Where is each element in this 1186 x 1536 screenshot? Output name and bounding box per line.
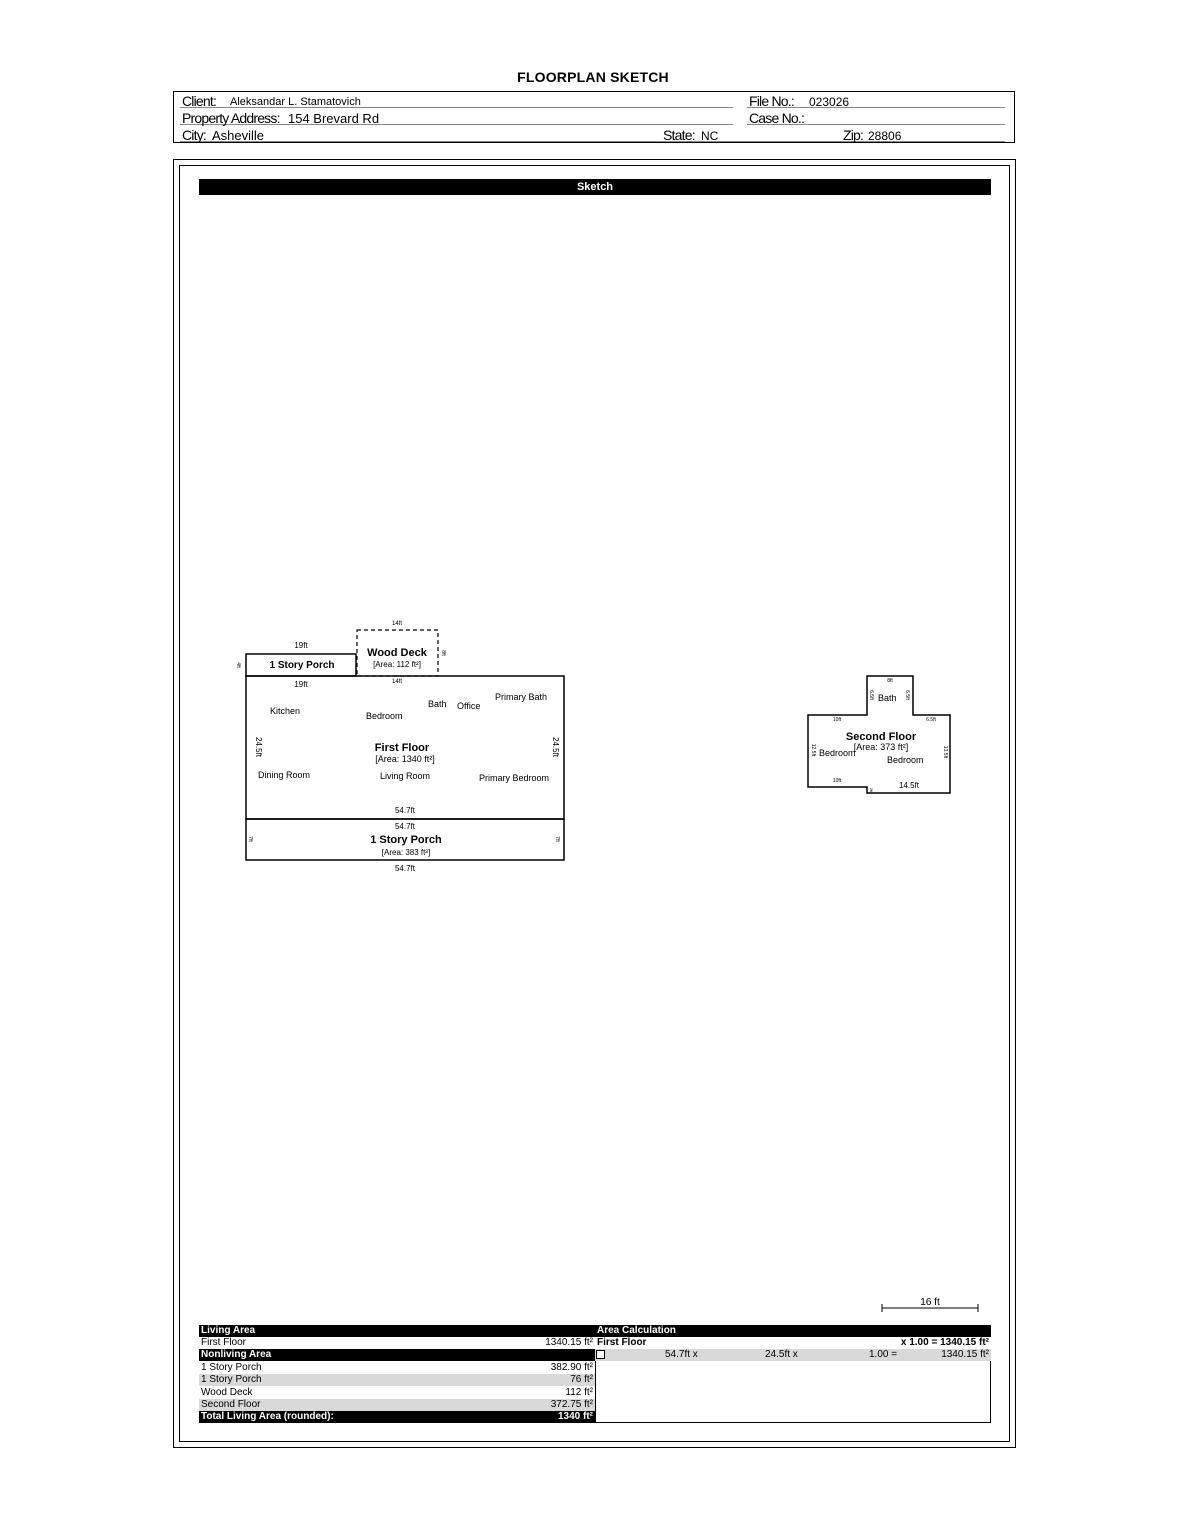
room-label: Bath xyxy=(878,693,897,703)
living-area-header xyxy=(199,1325,595,1337)
dimension-label: 6.5ft xyxy=(868,690,874,700)
row-label: Wood Deck xyxy=(201,1387,253,1398)
row-value: 382.90 ft² xyxy=(550,1362,593,1373)
client-value: Aleksandar L. Stamatovich xyxy=(230,96,361,108)
property-address-value: 154 Brevard Rd xyxy=(288,111,380,126)
scale-label: 16 ft xyxy=(920,1297,940,1308)
calc-cell: 1.00 = xyxy=(869,1349,898,1360)
second-floor-area: [Area: 373 ft²] xyxy=(853,742,909,752)
row-label: First Floor xyxy=(597,1337,647,1348)
row-label: First Floor xyxy=(201,1337,246,1348)
dimension-label: 13.5ft xyxy=(942,745,948,759)
dimension-label: 14.5ft xyxy=(898,781,920,790)
dimension-label: 12.5ft xyxy=(810,743,816,757)
case-no-label: Case No.: xyxy=(749,110,805,126)
nonliving-area-header xyxy=(199,1349,595,1361)
porch-top-name: 1 Story Porch xyxy=(269,660,335,671)
client-label: Client: xyxy=(182,93,217,109)
row-value: 76 ft² xyxy=(570,1374,593,1385)
area-calc-row xyxy=(595,1349,991,1361)
table-row xyxy=(199,1337,595,1349)
room-label: Kitchen xyxy=(270,706,301,716)
dimension-label: 14ft xyxy=(391,621,403,627)
table-row xyxy=(199,1374,595,1386)
row-value: 372.75 ft² xyxy=(550,1399,593,1410)
file-no-value: 023026 xyxy=(809,95,850,109)
dimension-label: 10ft xyxy=(832,717,842,723)
table-row xyxy=(199,1387,595,1399)
area-calc-section-row xyxy=(595,1337,991,1349)
row-label: 1 Story Porch xyxy=(201,1362,262,1373)
row-value: 1340 ft² xyxy=(557,1411,593,1422)
section-header: Area Calculation xyxy=(597,1325,676,1336)
dimension-label: 54.7ft xyxy=(394,864,416,873)
file-no-label: File No.: xyxy=(749,93,794,109)
zip-label: Zip: xyxy=(843,127,864,143)
room-label: Primary Bedroom xyxy=(479,773,550,783)
dimension-label: 14ft xyxy=(391,679,403,685)
room-label: Bedroom xyxy=(887,755,924,765)
porch-bottom-name: 1 Story Porch xyxy=(370,834,442,846)
dimension-label: 2ft xyxy=(869,787,874,793)
dimension-label: 6.5ft xyxy=(904,690,910,700)
wood-deck-name: Wood Deck xyxy=(367,647,427,659)
section-header: Nonliving Area xyxy=(201,1349,272,1360)
page-title: FLOORPLAN SKETCH xyxy=(517,69,669,85)
row-value: 1340.15 ft² xyxy=(545,1337,593,1348)
row-value: 112 ft² xyxy=(565,1387,593,1398)
dimension-label: 19ft xyxy=(294,641,308,650)
porch-bottom-area: [Area: 383 ft²] xyxy=(381,848,431,857)
dimension-label: 7ft xyxy=(554,836,560,842)
dimension-label: 8ft xyxy=(440,650,446,656)
room-label: Primary Bath xyxy=(495,692,548,702)
dimension-label: 19ft xyxy=(294,680,308,689)
room-label: Living Room xyxy=(380,771,431,781)
first-floor-area: [Area: 1340 ft²] xyxy=(375,754,435,764)
dimension-label: 54.7ft xyxy=(394,806,416,815)
section-header: Living Area xyxy=(201,1325,256,1336)
property-address-label: Property Address: xyxy=(182,110,280,126)
room-label: Office xyxy=(457,701,481,711)
city-label: City: xyxy=(182,127,207,143)
city-value: Asheville xyxy=(212,128,265,143)
dimension-label: 4ft xyxy=(235,662,241,668)
dimension-label: 54.7ft xyxy=(394,822,416,831)
zip-value: 28806 xyxy=(868,129,902,143)
room-label: Bath xyxy=(428,699,447,709)
row-label: 1 Story Porch xyxy=(201,1374,262,1385)
room-label: Dining Room xyxy=(258,770,311,780)
row-label: Total Living Area (rounded): xyxy=(201,1411,334,1422)
table-row xyxy=(199,1399,595,1411)
row-label: Second Floor xyxy=(201,1399,261,1410)
calc-cell: 54.7ft x xyxy=(665,1349,698,1360)
checkbox-icon xyxy=(596,1350,605,1359)
room-label: Bedroom xyxy=(366,711,403,721)
dimension-label: 24.5ft xyxy=(254,736,263,758)
state-value: NC xyxy=(701,129,719,143)
area-calculation-header xyxy=(595,1325,991,1337)
dimension-label: 7ft xyxy=(247,836,253,842)
table-row xyxy=(199,1362,595,1374)
dimension-label: 8ft xyxy=(887,678,893,684)
calc-cell: 1340.15 ft² xyxy=(941,1349,989,1360)
dimension-label: 6.5ft xyxy=(926,717,936,723)
state-label: State: xyxy=(663,127,695,143)
total-living-area-row xyxy=(199,1411,595,1423)
room-label: Bedroom xyxy=(819,748,856,758)
dimension-label: 24.5ft xyxy=(551,736,560,758)
area-calc-box xyxy=(595,1361,991,1423)
sketch-section-bar: Sketch xyxy=(199,179,991,195)
second-floor-name: Second Floor xyxy=(845,731,917,743)
row-value: x 1.00 = 1340.15 ft² xyxy=(900,1337,989,1348)
first-floor-name: First Floor xyxy=(374,742,430,754)
dimension-label: 10ft xyxy=(832,778,842,784)
calc-cell: 24.5ft x xyxy=(765,1349,798,1360)
wood-deck-area: [Area: 112 ft²] xyxy=(373,660,421,669)
